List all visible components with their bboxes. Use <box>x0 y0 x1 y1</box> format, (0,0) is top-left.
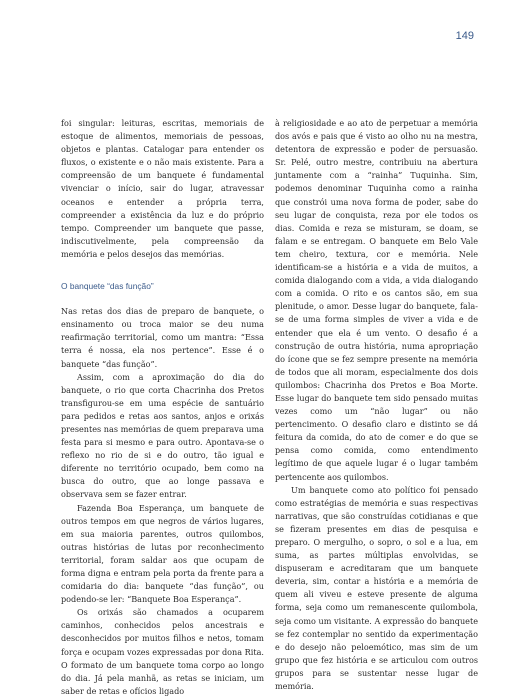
paragraph: Nas retas dos dias de preparo de banquete, o ensinamento ou troca maior se deu numa reafirmação territorial, como um mantra: “Essa terra é nossa, ela nos pertence”. Esse é o banquete “das função”. <box>61 306 264 369</box>
paragraph: foi singular: leituras, escritas, memoriais de estoque de alimentos, memoriais de pessoas, objetos e plantas. Catalogar para entender os fluxos, o existente e o não mais existente. Para a compreensão de um banquete é fundamental vivenciar o início, sair do lugar, atravessar oceanos e entender a própria terra, compreender a existência da luz e do próprio tempo. Compreender um banquete que passe, indiscutivelmente, pela compreensão da memória e pelos desejos das memórias. <box>61 118 264 259</box>
paragraph: Assim, com a aproximação do dia do banquete, o rio que corta Chacrinha dos Pretos transfigurou-se em uma espécie de santuário para pedidos e retas aos santos, anjos e orixás presentes nas memórias de quem preparava uma festa para si mesmo e para outro. Apontava-se o reflexo no rio de si e do outro, tão igual e diferente no território ocupado, bem como na busca do outro, que ao longe passava e observava sem se fazer entrar. <box>61 371 264 500</box>
section-heading: O banquete “das função” <box>61 281 154 292</box>
paragraph: Um banquete como ato político foi pensado como estratégias de memória e suas respectivas narrativas, que são construídas cotidianas e que se fizeram presentes em dias de pesquisa e preparo. O mergulho, o sopro, o sol e a lua, em suma, as partes múltiplas envolvidas, se dispuseram e acreditaram que um banquete deveria, sim, contar a história e a memória de quem ali viveu e esteve presente de alguma forma, seja como um remanescente quilombola, seja como um visitante. A expressão do banquete se fez contemplar no sentido da experimentação e do desejo não peloemótico, mas sim de um grupo que fez história e se articulou com outros grupos para se sustentar nesse lugar de memória. <box>275 484 478 692</box>
paragraph: Os orixás são chamados a ocuparem caminhos, conhecidos pelos ancestrais e desconhecidos por muitos filhos e netos, tomam força e ocupam vozes expressadas por dona Rita. O formato de um banquete toma corpo ao longo do dia. Já pela manhã, as retas se iniciam, um saber de retas e ofícios ligado <box>61 607 264 696</box>
paragraph: Fazenda Boa Esperança, um banquete de outros tempos em que negros de vários lugares, em sua maioria parentes, outros quilombos, outras histórias de lutas por reconhecimento territorial, foram saldar aos que ocupam de forma digna e entram pela porta da frente para a comidaria do dia: banquete “das função”, ou podendo-se ler: “Banquete Boa Esperança”. <box>61 502 264 605</box>
paragraph: à religiosidade e ao ato de perpetuar a memória dos avós e pais que é visto ao olho nu na mestra, detentora de expressão e poder de persuasão. Sr. Pelé, outro mestre, contribuiu na abertura juntamente com a “rainha” Tuquinha. Sim, podemos denominar Tuquinha como a rainha que constrói uma nova forma de poder, sabe do seu lugar de conquista, reza por ele todos os dias. Comida e reza se misturam, se doam, se falam e se entregam. O banquete em Belo Vale tem cheiro, textura, cor e memória. Nele identificam-se a história e a vida de muitos, a comida dialogando com a vida, a vida dialogando com a comida. O rito e os cantos são, em sua plenitude, o amor. Desse lugar do banquete, fala-se de uma forma simples de viver a vida e de entender que ela é um vento. O desafio é a construção de outra história, numa apropriação do ícone que se fez sempre presente na memória de todos que ali moram, especialmente dos dois quilombos: Chacrinha dos Pretos e Boa Morte. Esse lugar do banquete tem sido pensado muitas vezes como um “não lugar” ou não pertencimento. O desafio claro e distinto se dá feitura da comida, do ato de comer e do que se pensa como comida, como entendimento legítimo de que aquele lugar é o lugar também pertencente aos quilombos. <box>275 118 478 482</box>
right-column <box>275 117 478 693</box>
page-number: 149 <box>455 30 474 42</box>
left-column <box>61 117 264 698</box>
